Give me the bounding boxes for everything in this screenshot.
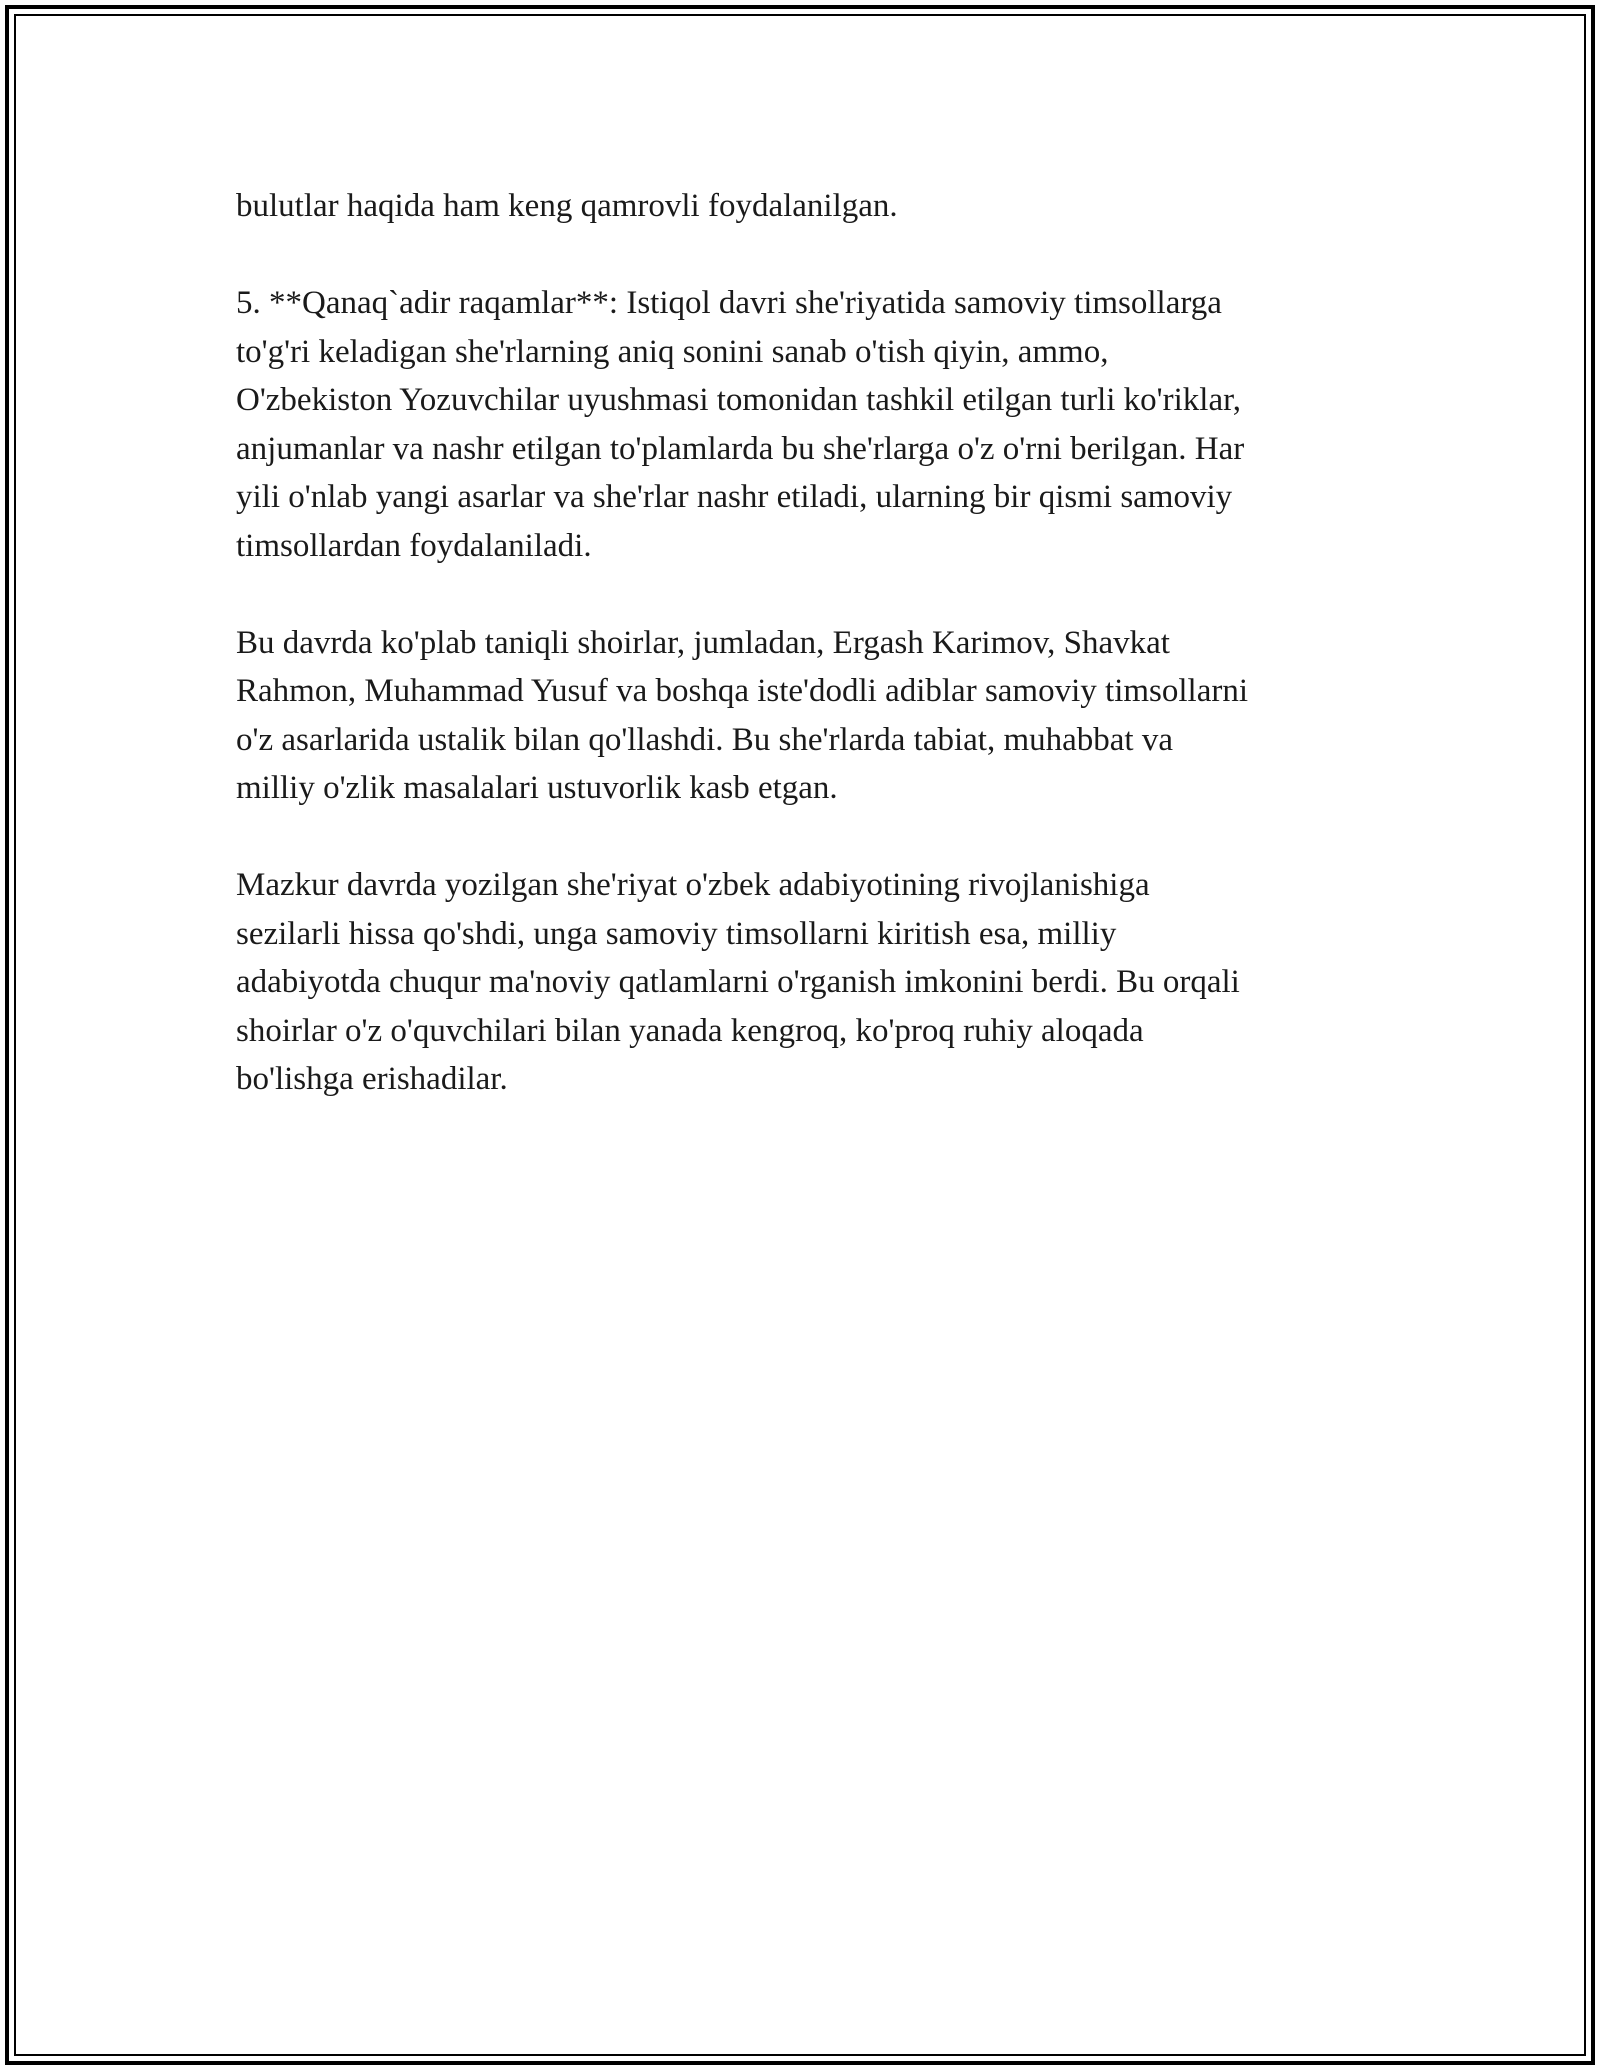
document-body	[236, 182, 1386, 1152]
paragraph-numbers: 5. **Qanaq`adir raqamlar**: Istiqol davri she'riyatida samoviy timsollarga to'g'ri keladigan she'rlarning aniq sonini sanab o'tish qiyin, ammo, O'zbekiston Yozuvchilar uyushmasi tomonidan tashkil etilgan turli ko'riklar, anjumanlar va nashr etilgan to'plamlarda bu she'rlarga o'z o'rni berilgan. Har yili o'nlab yangi asarlar va she'rlar nashr etiladi, ularning bir qismi samoviy timsollardan foydalaniladi.	[236, 285, 1245, 564]
paragraph-poets: Bu davrda ko'plab taniqli shoirlar, jumladan, Ergash Karimov, Shavkat Rahmon, Muhammad Yusuf va boshqa iste'dodli adiblar samoviy timsollarni o'z asarlarida ustalik bilan qo'llashdi. Bu she'rlarda tabiat, muhabbat va milliy o'zlik masalalari ustuvorlik kasb etgan.	[236, 624, 1249, 806]
paragraph-intro-continuation: bulutlar haqida ham keng qamrovli foydalanilgan.	[236, 188, 898, 224]
paragraph-conclusion: Mazkur davrda yozilgan she'riyat o'zbek adabiyotining rivojlanishiga sezilarli hissa qo'shdi, unga samoviy timsollarni kiritish esa, milliy adabiyotda chuqur ma'noviy qatlamlarni o'rganish imkonini berdi. Bu orqali shoirlar o'z o'quvchilari bilan yanada kengroq, ko'proq ruhiy aloqada bo'lishga erishadilar.	[236, 867, 1240, 1097]
